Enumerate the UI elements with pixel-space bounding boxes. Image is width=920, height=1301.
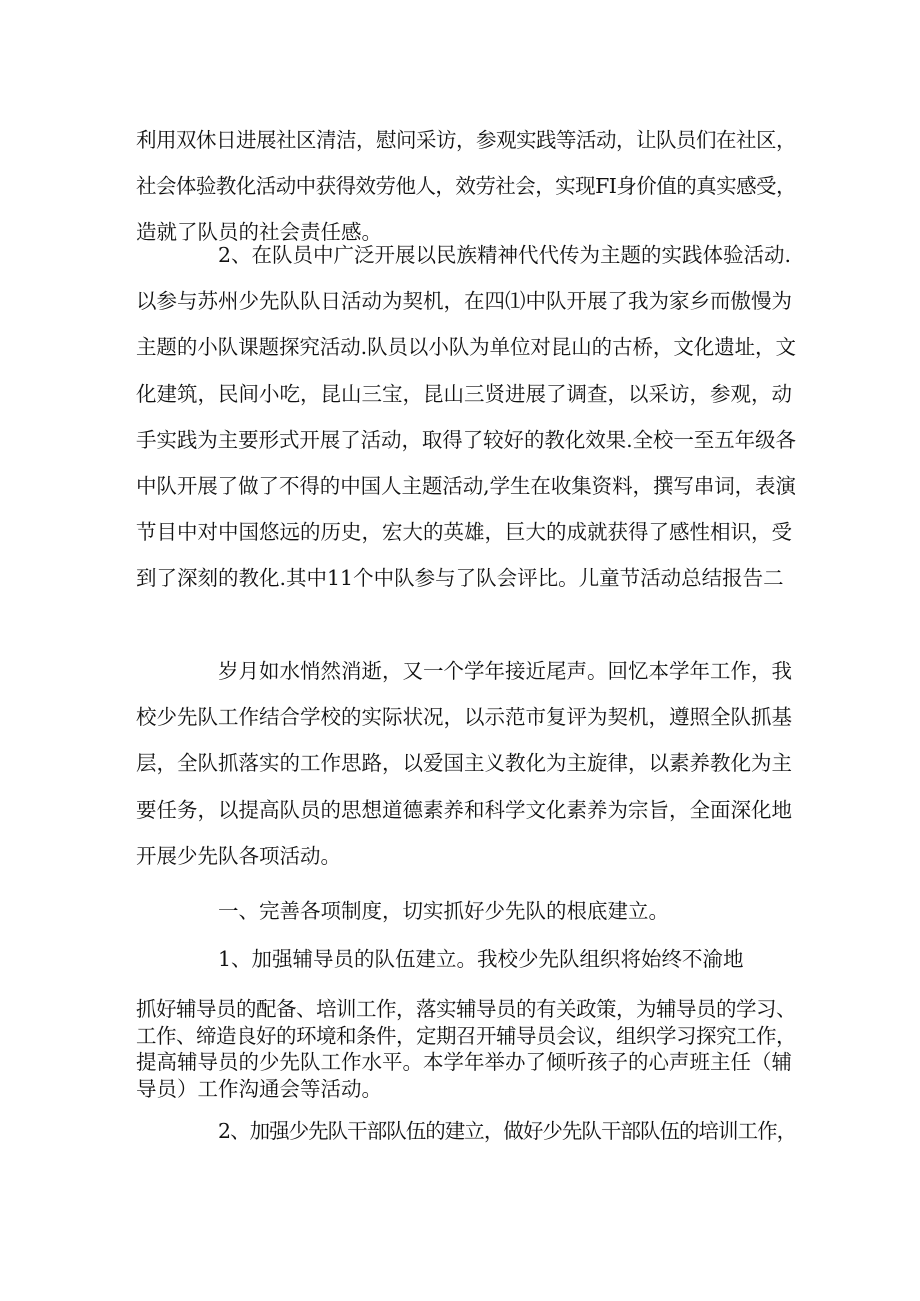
text-line: 到了深刻的教化.其中11个中队参与了队会评比。儿童节活动总结报告二 bbox=[136, 566, 784, 591]
text-line: 开展少先队各项活动。 bbox=[136, 843, 341, 868]
text-line: 以参与苏州少先队队日活动为契机，在四⑴中队开展了我为家乡而傲慢为 bbox=[136, 289, 792, 314]
text-line: 抓好辅导员的配备、培训工作，落实辅导员的有关政策，为辅导员的学习、 bbox=[136, 997, 796, 1021]
text-line: 1、加强辅导员的队伍建立。我校少先队组织将始终不渝地 bbox=[218, 947, 744, 971]
text-line: 2、在队员中广泛开展以民族精神代代传为主题的实践体验活动. bbox=[218, 243, 792, 267]
paragraph-5 bbox=[136, 1108, 796, 1154]
text-line: 利用双休日进展社区清洁，慰问采访，参观实践等活动，让队员们在社区， bbox=[136, 128, 796, 152]
text-line: 节目中对中国悠远的历史，宏大的英雄，巨大的成就获得了感性相识，受 bbox=[136, 520, 792, 545]
text-line: 主题的小队课题探究活动.队员以小队为单位对昆山的古桥，文化遗址，文 bbox=[136, 335, 796, 360]
section-heading bbox=[136, 888, 796, 934]
text-line: 工作、缔造良好的环境和条件，定期召开辅导员会议，组织学习探究工作， bbox=[136, 1023, 796, 1048]
paragraph-2 bbox=[136, 232, 796, 602]
text-line: 一、完善各项制度，切实抓好少先队的根底建立。 bbox=[218, 899, 669, 923]
text-line: 提高辅导员的少先队工作水平。本学年举办了倾听孩子的心声班主任（辅 bbox=[136, 1050, 792, 1074]
text-line: 造就了队员的社会责任感。 bbox=[136, 220, 382, 245]
paragraph-4-lead bbox=[136, 936, 796, 982]
paragraph-4-body bbox=[136, 996, 796, 1102]
text-line: 层，全队抓落实的工作思路，以爱国主义教化为主旋律，以素养教化为主 bbox=[136, 751, 792, 776]
text-line: 岁月如水悄然消逝，又一个学年接近尾声。回忆本学年工作，我 bbox=[218, 659, 792, 683]
text-line: 中队开展了做了不得的中国人主题活动,学生在收集资料，撰写串词，表演 bbox=[136, 473, 796, 498]
text-line: 2、加强少先队干部队伍的建立，做好少先队干部队伍的培训工作， bbox=[218, 1119, 797, 1143]
text-line: 社会体验教化活动中获得效劳他人，效劳社会，实现FI身价值的真实感受， bbox=[136, 174, 796, 199]
text-line: 校少先队工作结合学校的实际状况，以示范市复评为契机，遵照全队抓基 bbox=[136, 705, 792, 730]
text-line: 要任务，以提高队员的思想道德素养和科学文化素养为宗旨，全面深化地 bbox=[136, 797, 792, 822]
text-line: 化建筑，民间小吃，昆山三宝，昆山三贤进展了调查，以采访，参观，动 bbox=[136, 381, 792, 406]
text-line: 导员）工作沟通会等活动。 bbox=[136, 1076, 382, 1101]
text-line: 手实践为主要形式开展了活动，取得了较好的教化效果.全校一至五年级各 bbox=[136, 427, 796, 452]
paragraph-3 bbox=[136, 648, 796, 879]
